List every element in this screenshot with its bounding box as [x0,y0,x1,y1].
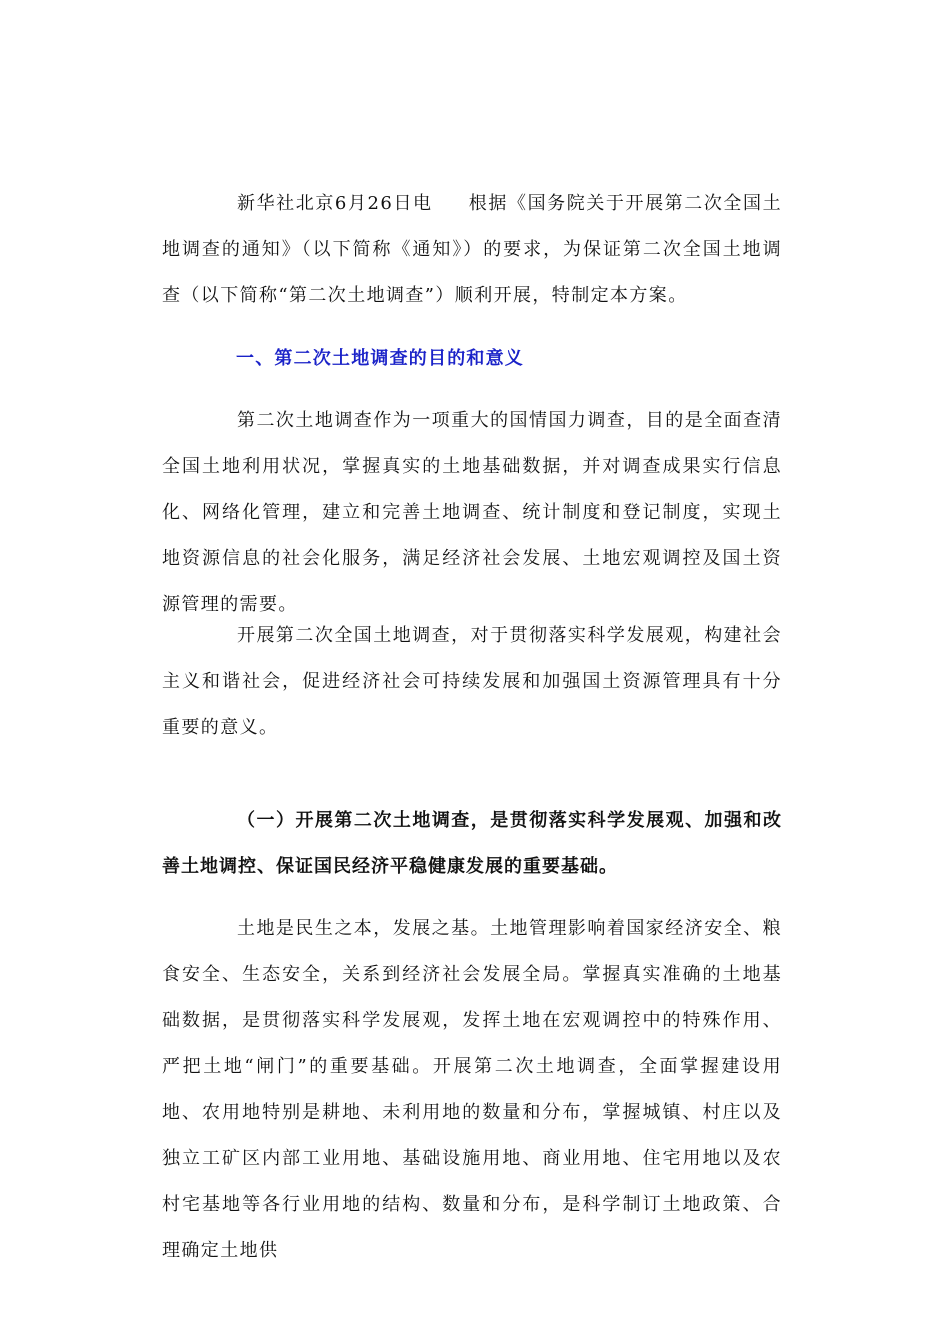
intro-paragraph [162,181,782,319]
section-heading: 一、第二次土地调查的目的和意义 [236,348,524,369]
body-paragraph-3: 土地是民生之本，发展之基。土地管理影响着国家经济安全、粮食安全、生态安全，关系到经济社会发展全局。掌握真实准确的土地基础数据，是贯彻落实科学发展观，发挥土地在宏观调控中的特殊作用、严把土地“闸门”的重要基础。开展第二次土地调查，全面掌握建设用地、农用地特别是耕地、未利用地的数量和分布，掌握城镇、村庄以及独立工矿区内部工业用地、基础设施用地、商业用地、住宅用地以及农村宅基地等各行业用地的结构、数量和分布，是科学制订土地政策、合理确定土地供 [162,918,782,1261]
dateline: 新华社北京6月26日电 [237,193,433,214]
body-paragraph-1: 第二次土地调查作为一项重大的国情国力调查，目的是全面查清全国土地利用状况，掌握真实的土地基础数据，并对调查成果实行信息化、网络化管理，建立和完善土地调查、统计制度和登记制度，实现土地资源信息的社会化服务，满足经济社会发展、土地宏观调控及国土资源管理的需要。 [162,410,782,615]
intro-text: 根据《国务院关于开展第二次全国土地调查的通知》（以下简称《通知》）的要求，为保证第二次全国土地调查（以下简称“第二次土地调查”）顺利开展，特制定本方案。 [162,193,782,306]
subsection-heading: （一）开展第二次土地调查，是贯彻落实科学发展观、加强和改善土地调控、保证国民经济平稳健康发展的重要基础。 [162,810,782,877]
body-paragraph-2: 开展第二次全国土地调查，对于贯彻落实科学发展观，构建社会主义和谐社会，促进经济社会可持续发展和加强国土资源管理具有十分重要的意义。 [162,625,782,738]
